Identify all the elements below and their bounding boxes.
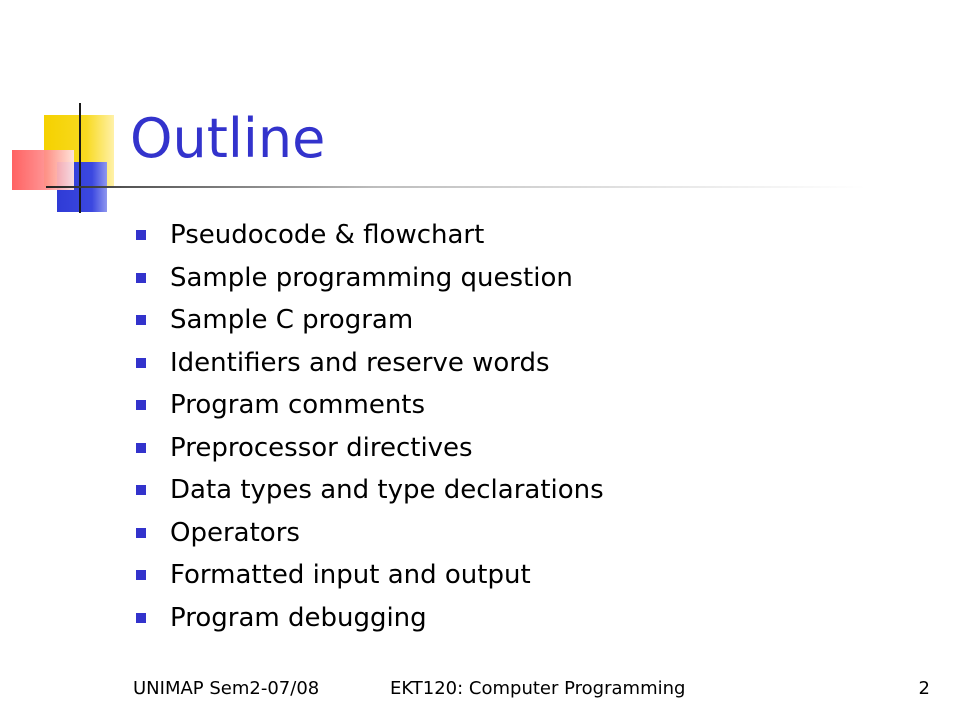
square-bullet-icon [136,400,146,410]
bullet-item [136,512,604,555]
square-bullet-icon [136,485,146,495]
square-bullet-icon [136,315,146,325]
slide-title: Outline [130,107,326,170]
bullet-item [136,469,604,512]
outline-bullet-list [136,214,604,639]
square-bullet-icon [136,570,146,580]
square-bullet-icon [136,613,146,623]
bullet-text: Pseudocode & flowchart [170,220,485,251]
bullet-text: Preprocessor directives [170,432,473,463]
bullet-text: Sample C program [170,305,414,336]
bullet-item [136,554,604,597]
square-bullet-icon [136,528,146,538]
bullet-text: Operators [170,517,300,548]
footer-course-title: EKT120: Computer Programming [390,678,686,699]
bullet-item [136,597,604,640]
bullet-text: Program debugging [170,602,427,633]
bullet-text: Formatted input and output [170,560,531,591]
bullet-item [136,342,604,385]
square-bullet-icon [136,443,146,453]
bullet-text: Data types and type declarations [170,475,604,506]
bullet-item [136,299,604,342]
bullet-item [136,214,604,257]
bullet-text: Program comments [170,390,426,421]
bullet-item [136,427,604,470]
decorative-vertical-line [79,103,81,213]
square-bullet-icon [136,358,146,368]
square-bullet-icon [136,230,146,240]
bullet-item [136,384,604,427]
bullet-text: Sample programming question [170,262,573,293]
bullet-text: Identifiers and reserve words [170,347,550,378]
footer-course-term: UNIMAP Sem2-07/08 [133,678,320,699]
square-bullet-icon [136,273,146,283]
slide-page-number: 2 [918,678,930,699]
decorative-red-bar [12,150,74,190]
bullet-item [136,257,604,300]
title-underline [46,186,866,188]
